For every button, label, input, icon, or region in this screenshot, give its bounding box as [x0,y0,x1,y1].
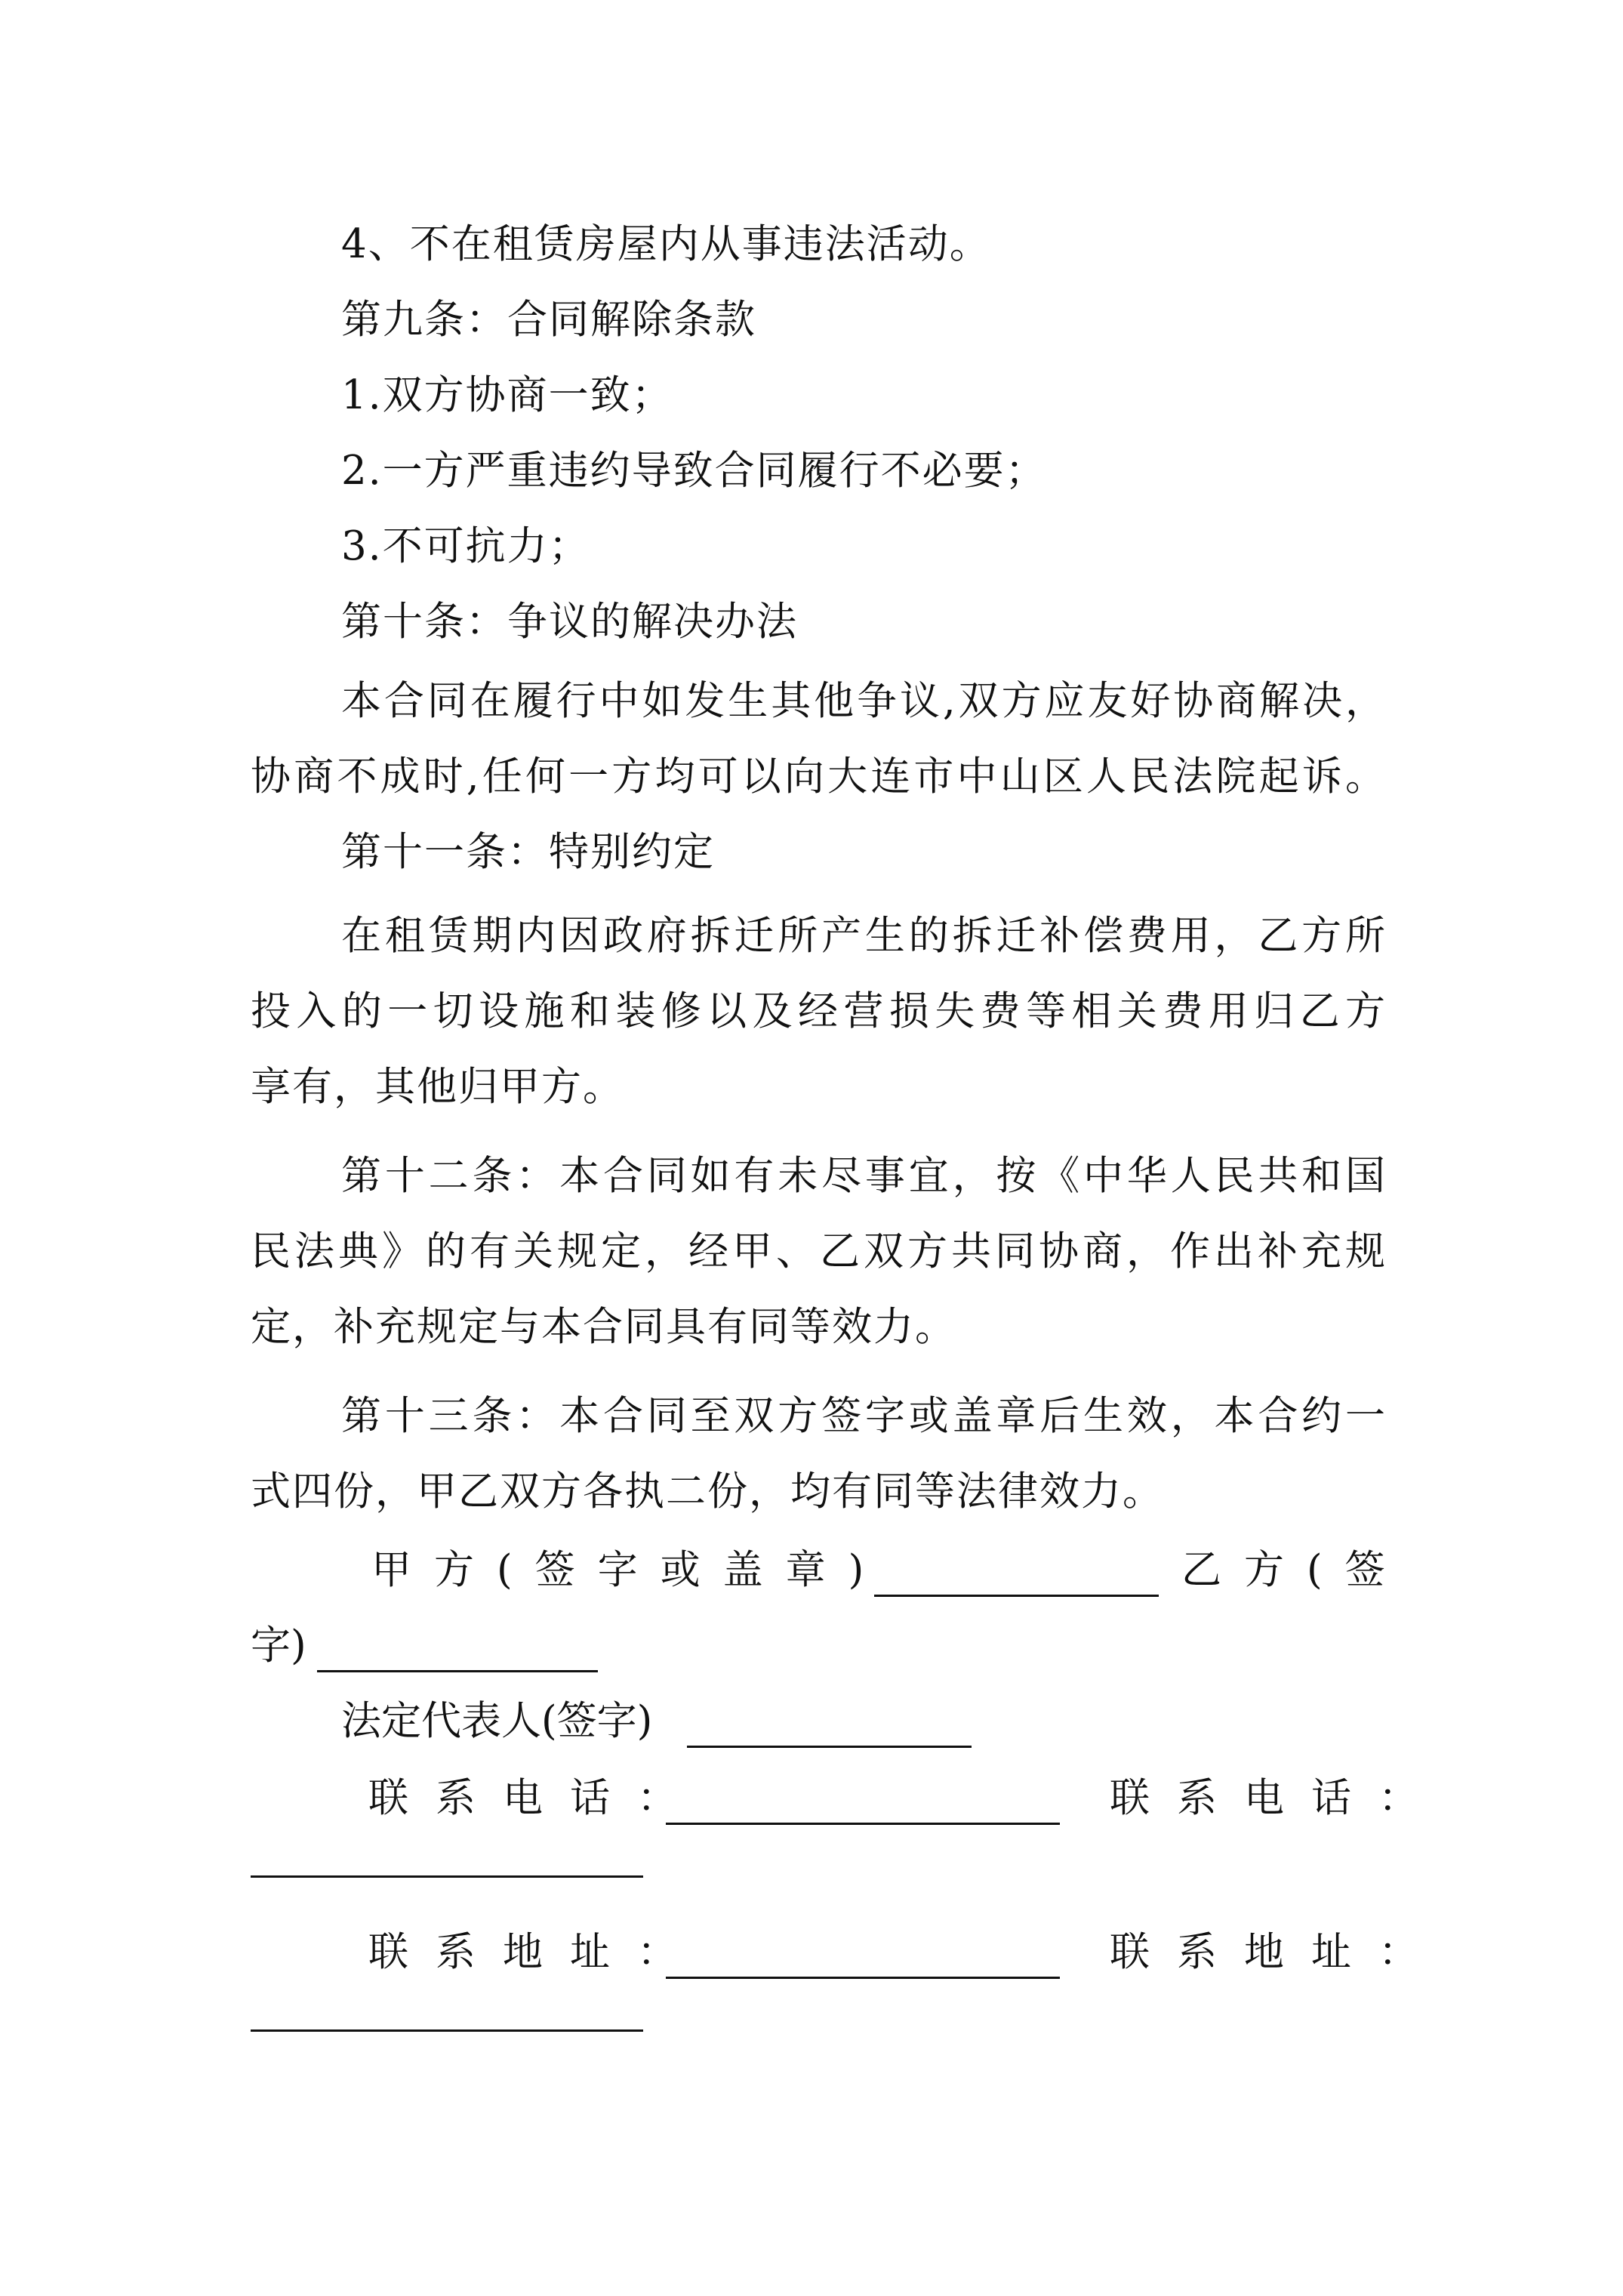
party-a-phone-label: 联系电话： [368,1775,704,1821]
article-13-line-2: 式四份，甲乙双方各执二份，均有同等法律效力。 [251,1469,1164,1515]
article-10-body-line-1: 本合同在履行中如发生其他争议,双方应友好协商解决， [341,678,1387,724]
termination-item-3: 3.不可抗力； [341,523,590,569]
legal-rep-label: 法定代表人(签字) [341,1698,653,1744]
article-11-body-line-3: 享有，其他归甲方。 [251,1064,624,1110]
party-a-address-line [666,1977,1060,1979]
article-11-body-line-2: 投入的一切设施和装修以及经营损失费等相关费用归乙方 [251,988,1387,1034]
termination-item-1: 1.双方协商一致； [341,372,673,418]
article-11-heading: 第十一条：特别约定 [341,829,715,875]
party-b-signature-label-cont: 字) [251,1623,306,1669]
party-b-signature-label: 乙方(签 [1181,1547,1408,1593]
termination-item-2: 2.一方严重违约导致合同履行不必要； [341,448,1047,494]
article-13-line-1: 第十三条：本合同至双方签字或盖章后生效，本合约一 [341,1393,1387,1439]
party-b-address-line [251,2029,643,2032]
party-b-phone-line [251,1875,643,1878]
article-10-body-line-2: 协商不成时,任何一方均可以向大连市中山区人民法院起诉。 [251,754,1387,800]
article-10-heading: 第十条：争议的解决办法 [341,599,798,645]
party-a-signature-line [874,1595,1159,1597]
article-11-body-line-1: 在租赁期内因政府拆迁所产生的拆迁补偿费用，乙方所 [341,913,1387,959]
legal-rep-signature-line [687,1746,972,1748]
party-b-signature-line [317,1670,598,1672]
party-b-phone-label: 联系电话： [1110,1775,1446,1821]
article-12-line-1: 第十二条：本合同如有未尽事宜，按《中华人民共和国 [341,1153,1387,1199]
clause-item-4: 4、不在租赁房屋内从事违法活动。 [341,221,991,267]
party-a-signature-label: 甲方(签字或盖章) [371,1547,887,1593]
article-9-heading: 第九条：合同解除条款 [341,297,756,343]
party-a-phone-line [666,1823,1060,1825]
party-b-address-label: 联系地址： [1110,1929,1446,1975]
article-12-line-2: 民法典》的有关规定，经甲、乙双方共同协商，作出补充规 [251,1228,1387,1274]
article-12-line-3: 定，补充规定与本合同具有同等效力。 [251,1304,956,1350]
party-a-address-label: 联系地址： [368,1929,704,1975]
